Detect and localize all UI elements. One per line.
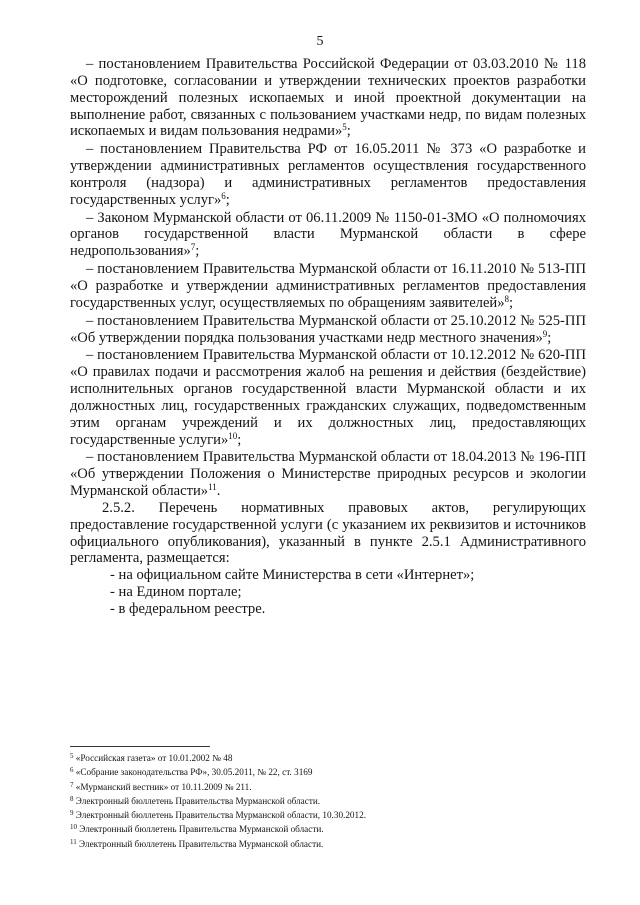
legal-act-paragraph: – постановлением Правительства Мурманской области от 16.11.2010 № 513-ПП «О разработке и утверждении административных регламентов предоставления государственных услуг, осуществляемых по обращениям заявителей»$^8$; (70, 261, 586, 311)
legal-act-paragraph: – постановлением Правительства Мурманской области от 18.04.2013 № 196-ПП «Об утверждении Положения о Министерстве природных ресурсов и экологии Мурманской области»$^{11}$. (70, 449, 586, 500)
footnote-ref[interactable]: 7 (190, 242, 196, 253)
footnote: $^9$ Электронный бюллетень Правительства Мурманской области, 10.30.2012. (70, 809, 367, 821)
footnote-ref[interactable]: 10 (228, 430, 238, 441)
legal-act-paragraph: – постановлением Правительства Российской Федерации от 03.03.2010 № 118 «О подготовке, согласовании и утверждении технических проектов разработки месторождений полезных ископаемых и иной проектной документации на выполнение работ, связанных с пользованием участками недр, по видам полезных ископаемых и видам пользования недрами»$^5$; (70, 56, 586, 140)
body-text (70, 56, 586, 618)
legal-act-paragraph: – постановлением Правительства РФ от 16.05.2011 № 373 «О разработке и утверждении административных регламентов осуществления государственного контроля (надзора) и административных регламентов предоставления государственных услуг»$^6$; (70, 141, 586, 208)
footnote: $^8$ Электронный бюллетень Правительства Мурманской области. (70, 794, 321, 806)
list-item: - в федеральном реестре. (110, 601, 266, 617)
footnote: $^7$ «Мурманский вестник» от 10.11.2009 № 211. (70, 780, 252, 792)
footnote-ref[interactable]: 6 (221, 190, 226, 201)
footnote: $^5$ «Российская газета» от 10.01.2002 № 48 (70, 752, 233, 763)
legal-act-paragraph: – Законом Мурманской области от 06.11.2009 № 1150-01-ЗМО «О полномочиях органов государственной власти Мурманской области в сфере недропользования»$^7$; (70, 209, 586, 260)
footnote-divider (70, 746, 210, 747)
footnote-ref[interactable]: 11 (208, 482, 217, 493)
footnote: $^{10}$ Электронный бюллетень Правительства Мурманской области. (70, 823, 324, 835)
legal-act-paragraph: – постановлением Правительства Мурманской области от 10.12.2012 № 620-ПП «О правилах подачи и рассмотрения жалоб на решения и действия (бездействие) исполнительных органов государственной власти Мурманской области и их должностных лиц, государственных гражданских служащих, подведомственным этим органам учреждений и их должностных лиц, предоставляющих государственные услуги»$^{10}$; (70, 347, 586, 448)
footnote-ref[interactable]: 9 (542, 328, 548, 339)
footnotes (70, 746, 430, 851)
legal-act-paragraph: – постановлением Правительства Мурманской области от 25.10.2012 № 525-ПП «Об утверждении порядка пользования участками недр местного значения»$^9$; (70, 312, 586, 346)
footnote: $^6$ «Собрание законодательства РФ», 30.05.2011, № 22, ст. 3169 (70, 766, 313, 778)
section-paragraph: 2.5.2. Перечень нормативных правовых актов, регулирующих предоставление государственной услуги (с указанием их реквизитов и источников официального опубликования), указанный в пункте 2.5.1 Административного регламента, размещается: (70, 499, 586, 567)
footnote: $^{11}$ Электронный бюллетень Правительства Мурманской области. (70, 837, 324, 849)
list-item: - на Едином портале; (110, 584, 242, 601)
footnote-ref[interactable]: 5 (342, 122, 347, 133)
page-number: 5 (316, 34, 324, 49)
list-item: - на официальном сайте Министерства в сети «Интернет»; (110, 567, 475, 584)
footnote-ref[interactable]: 8 (504, 293, 510, 304)
